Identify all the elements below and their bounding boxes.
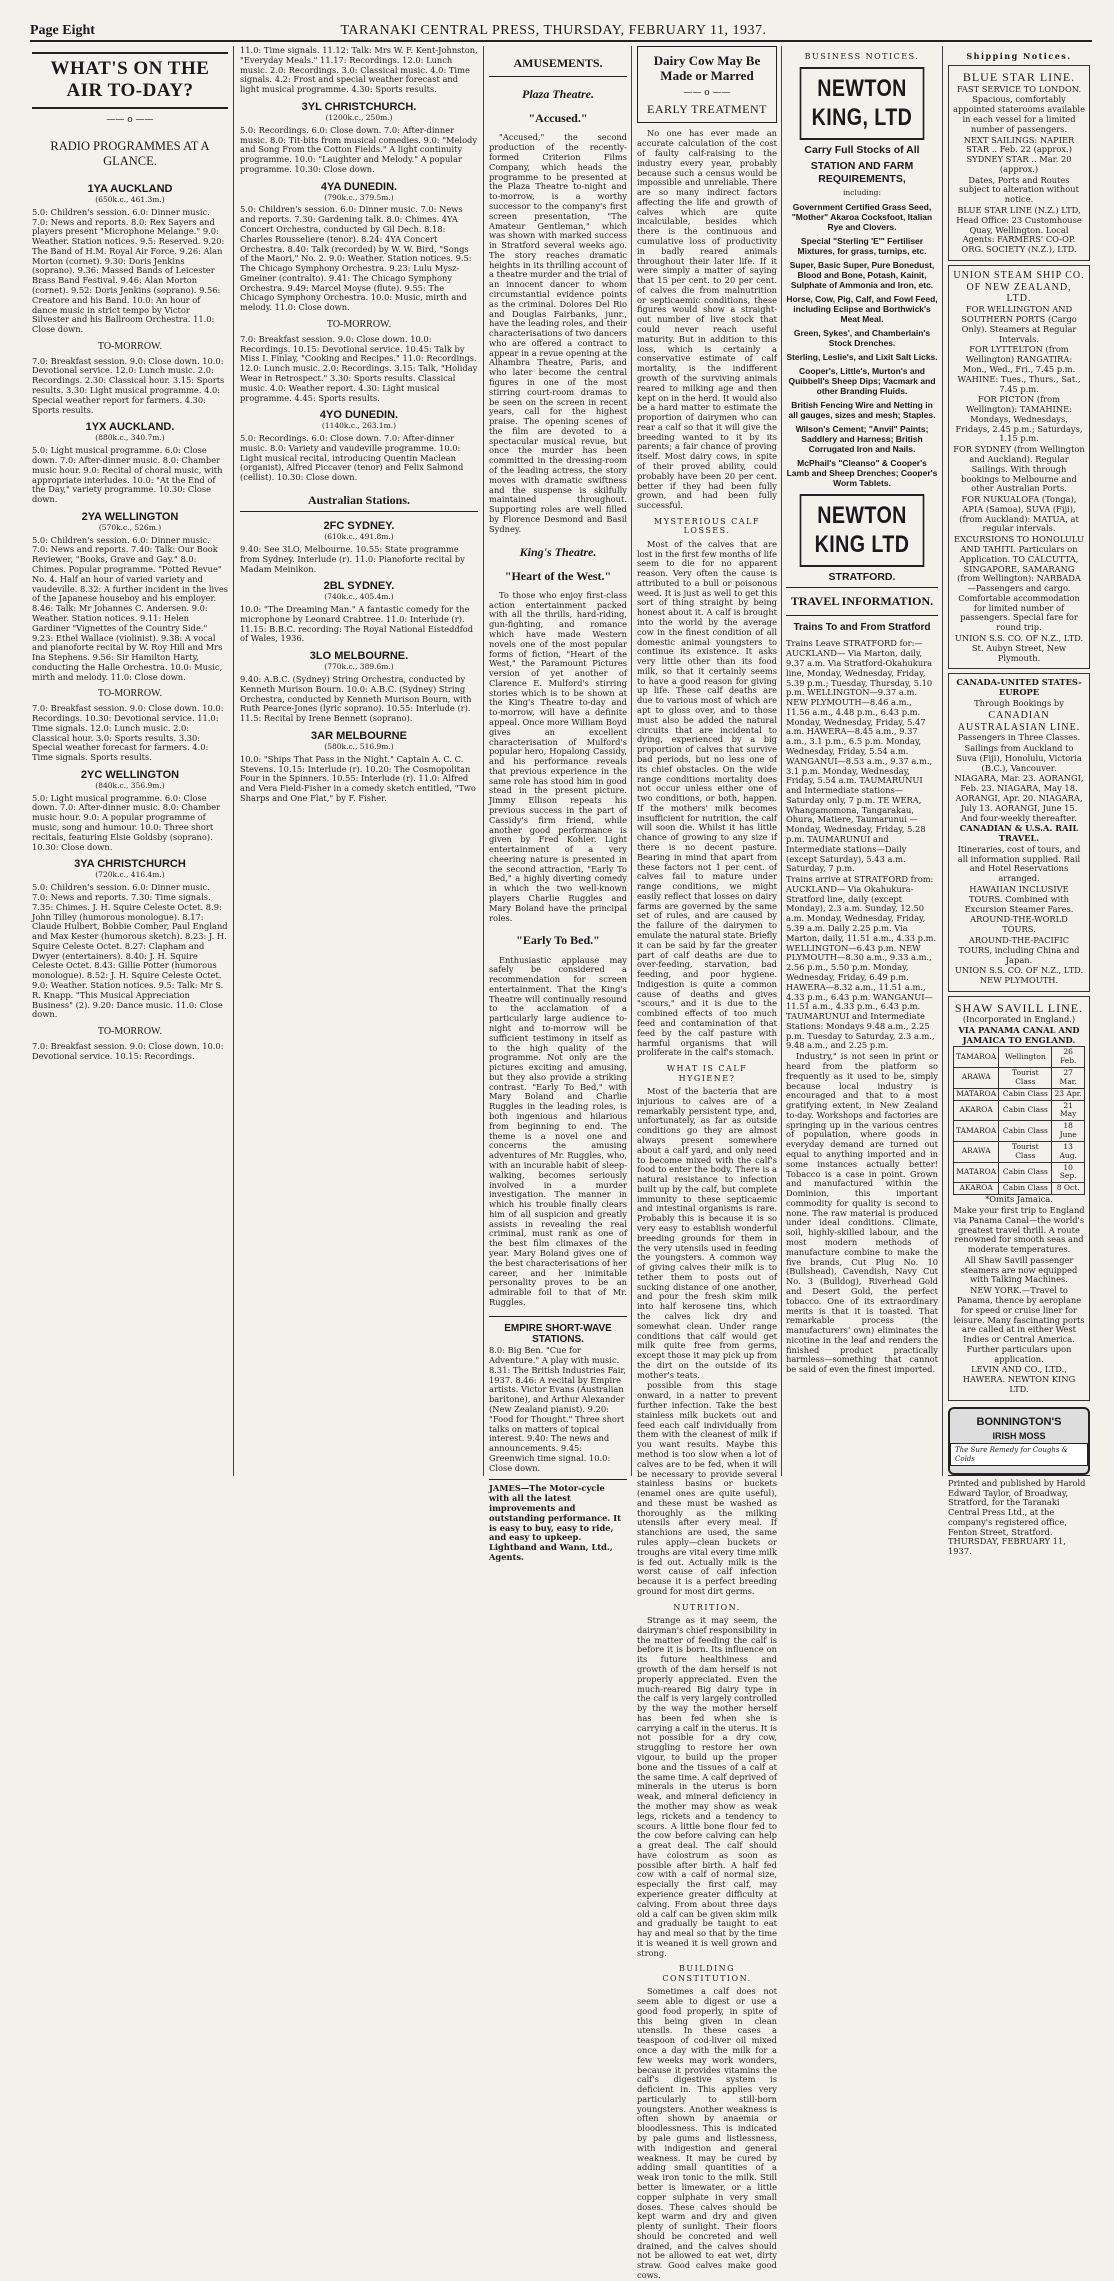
table-cell: 8 Oct. bbox=[1052, 1183, 1085, 1195]
dairy-headline-box: Dairy Cow May Be Made or Marred —— o —— EARLY TREATMENT bbox=[637, 46, 777, 123]
station-1yx: 1YX AUCKLAND. bbox=[85, 421, 175, 434]
trains-leave: Trains Leave STRATFORD for:— AUCKLAND— Via Marton, daily, 9.37 a.m. Via Stratford-Okahukura line, Monday, Wednesday, Friday, 5.39 p.m.; Tuesday, Thursday, 5.10 p.m. WELLINGTON—9.37 a.m. NEW PLYMOUTH—8.46 a.m., 11.56 a.m., 4.48 p.m., 6.43 p.m. Monday, Wednesday, Friday, 5.47 a.m. HAWERA—8.45 a.m., 9.37 a.m., 3.1 p.m., 6.5 p.m. Monday, Wednesday, Friday, 5.54 a.m. WANGANUI—8.53 a.m., 9.37 a.m., 3.1 p.m. Monday, Wednesday, Friday, 5.54 a.m. TAUMARUNUI and Intermediate stations—Saturday only, 7 p.m. TE WERA, Whangamomona, Tangarakau, Ohura, Matiere, Taumarunui —Monday, Wednesday, Friday, 5.28 p.m. TAUMARUNUI and Intermediate stations—Daily (except Saturday), 5.43 a.m. Saturday, 7 p.m. bbox=[786, 638, 933, 874]
dairy-cont-3: Sometimes a calf does not seem able to digest or use a good food properly, in spite of this being given in clean utensils. In these cases a teaspoon of cod-liver oil mixed once a day with the milk for a few weeks may work wonders, because it provides vitamins the calf's digestive system is deficient in. This applies very particularly to still-born youngsters. Another weakness is often shown by anaemia or bloodlessness. This is indicated by pale gums and listlessness, with indigestion and general weakness. It may be cured by adding small quantities of a weak iron tonic to the milk. Still better is limewater, or a little copper sulphate in very small doses. These calves should be kept warm and dry and given plenty of sunlight. Their floors should be concreted and well drained, and the calves should not be allowed to eat wet, dirty straw. Good calves make good cows. bbox=[637, 1986, 777, 2280]
table-cell: Cabin Class bbox=[999, 1100, 1052, 1121]
station-1ya: 1YA AUCKLAND bbox=[87, 182, 173, 195]
product-item: Wilson's Cement; "Anvil" Paints; Saddlery and Harness; British Corrugated Iron and Nails. bbox=[795, 424, 929, 455]
table-row bbox=[954, 1183, 1085, 1195]
stratford-line: STRATFORD. bbox=[828, 571, 896, 584]
product-item: Green, Sykes', and Chamberlain's Stock Drenches. bbox=[793, 328, 931, 349]
amusements-column: AMUSEMENTS. Plaza Theatre. "Accused." "Accused," the second production of the recently-formed Criterion Films Company, which heads the programme to be presented at the Plaza Theatre to-night and to-morrow, is a worthy successor to the company's first screen presentation, "The Amateur Gentleman," which was shown with marked success in Stratford several weeks ago. The story reaches dramatic heights in its thrilling account of a theatre murder and the trial of an innocent dancer to whom circumstantial evidence points as the criminal. Dolores Del Rio and Douglas Fairbanks, junr., have the leading roles, and their characterisations of two dancers who are offered a contract to appear in a revue opening at the Alhambra Theatre, Paris, and who later become the central figures in one of the most stirring court-room dramas to be seen on the screen in recent years, call for the highest praise. The opening scenes of the film are devoted to a spectacular musical revue, but once the murder has been committed in the dressing-room of the leading actress, the story moves with dramatic swiftness and the suspense is skilfully maintained throughout. Supporting roles are well filled by Florence Desmond and Basil Sydney. King's Theatre. "Heart of the West." To those who enjoy first-class action entertainment packed with all the thrills, hard-riding, gun-fighting, and romance which have made Western novels one of the most popular forms of fiction, "Heart of the West," the Paramount Pictures version of yet another of Clarence E. Mulford's stirring stories which is to be shown at the King's Theatre to-day and to-morrow, will have a definite appeal. Once more William Boyd gives an excellent characterisation of Mulford's popular hero, Hopalong Cassidy, and his performance reveals that previous experience in the same role has stood him in good stead in the present picture. Jimmy Ellison repeats his previous success in the part of Cassidy's firm friend, while another good performance is given by Fred Kohler. Light entertainment of a very cheering nature is presented in the second attraction, "Early To Bed," a highly diverting comedy in which the two well-known players Charlie Ruggles and Mary Boland have the principal roles. "Early To Bed." Enthusiastic applause may safely be considered a recommendation for screen entertainment. That the King's Theatre will continually resound to the acclamation of a particularly large audience to-night and to-morrow will be sufficient testimony in itself as to the high quality of the programme. Not only are the pictures exciting and amusing, but they also provide a striking contrast. "Early To Bed," with Mary Boland and Charlie Ruggles in the leading roles, is both ingenious and hilarious from beginning to end. The theme is a novel one and concerns the amusing adventures of Mr. Ruggles, who, with an incurable habit of sleep-walking, becomes seriously involved in a murder investigation. The manner in which his trouble finally clears him of all suspicion and greatly assists in revealing the real criminal, must rank as one of the best film climaxes of the year. Mary Boland gives one of the best characterisations of her career, and her inimitable personality proves to be an admirable foil to that of Mr. Ruggles. EMPIRE SHORT-WAVE STATIONS. 8.0: Big Ben. "Cue for Adventure." A play with music. 8.31: The British Industries Fair, 1937. 8.46: A recital by Empire artists. Victor Evans (Australian baritone), and Arthur Alexander (New Zealand pianist). 9.20: "Food for Thought." Three short talks on matters of topical interest. 9.40: The news and announcements. 9.45: Greenwich time signal. 10.0: Close down. JAMES—The Motor-cycle with all the latest improvements and outstanding performance. It is easy to buy, easy to ride, and easy to upkeep. Lightband and Wann, Ltd., Agents. bbox=[489, 46, 627, 1476]
product-item: Special "Sterling 'E'" Fertiliser Mixtures, for grass, turnips, etc. bbox=[797, 236, 927, 257]
shipping-column bbox=[948, 46, 1090, 1557]
table-cell: ARAWA bbox=[954, 1068, 999, 1089]
dairy-cont-2: Strange as it may seem, the dairyman's chief responsibility in the matter of feeding the calf is before it is born. Its influence on its future healthiness and growth of the dam herself is not properly appreciated. Even the much-reared Big dairy type in the calf is very largely controlled by the way the mother herself has been fed when she is carrying a calf in the uterus. It is not possible for a dry cow, struggling to restore her own vigour, to build up the proper bone and the tissues of a calf at the same time. A calf deprived of minerals in the uterus is born weak, and mineral deficiency in the mother may show as weak legs, rickets and a tendency to scours. A little bone flour fed to the cow before calving can help a great deal. The calf should have colostrum as soon as possible after birth. A half fed cow with a calf of normal size, especially the first calf, may experience greater difficulty at calving. From about three days old a calf can be given skim milk and gradually be taught to eat hay and meal so that by the time it is weaned it is well grown and strong. bbox=[637, 1615, 777, 1958]
station-farm-line: STATION AND FARM REQUIREMENTS, bbox=[810, 160, 914, 185]
building-heading: BUILDING CONSTITUTION. bbox=[662, 1964, 752, 1983]
station-3ya: 3YA CHRISTCHURCH bbox=[74, 858, 186, 871]
station-2ya: 2YA WELLINGTON bbox=[81, 510, 179, 523]
canadian-australasian-line: CANADA-UNITED STATES-EUROPE Through Bookings by CANADIAN AUSTRALASIAN LINE. Passengers in Three Classes. Sailings from Auckland to Suva (Fiji), Honolulu, Victoria (B.C.), Vancouver. NIAGARA, Mar. 23. AORANGI, Feb. 23. NIAGARA, May 18. AORANGI, Apr. 20. NIAGARA, July 13. AORANGI, June 15. And four-weekly thereafter. CANADIAN & U.S.A. RAIL TRAVEL. Itineraries, cost of tours, and all information supplied. Rail and Hotel Reservations arranged. HAWAIIAN INCLUSIVE TOURS. Combined with Excursion Steamer Fares. AROUND-THE-WORLD TOURS. AROUND-THE-PACIFIC TOURS, including China and Japan. UNION S.S. CO. OF N.Z., LTD. NEW PLYMOUTH. bbox=[948, 673, 1090, 991]
table-row bbox=[954, 1100, 1085, 1121]
table-cell: Cabin Class bbox=[999, 1162, 1052, 1183]
australian-stations-heading: Australian Stations. bbox=[240, 493, 478, 512]
station-4yo: 4YO DUNEDIN. bbox=[319, 409, 399, 422]
business-notices-label: BUSINESS NOTICES. bbox=[804, 52, 920, 61]
station-3yl: 3YL CHRISTCHURCH. bbox=[301, 100, 417, 113]
table-cell: MATAROA bbox=[954, 1088, 999, 1100]
table-cell: Cabin Class bbox=[999, 1088, 1052, 1100]
table-cell: Cabin Class bbox=[999, 1183, 1052, 1195]
newton-king-block bbox=[786, 52, 938, 1375]
radio-subhead: RADIO PROGRAMMES AT A GLANCE. bbox=[50, 139, 210, 169]
table-cell: 26 Feb. bbox=[1052, 1047, 1085, 1068]
table-row bbox=[954, 1047, 1085, 1068]
station-2fc: 2FC SYDNEY. bbox=[323, 520, 395, 533]
ad-brand: BONNINGTON'S bbox=[976, 1415, 1062, 1428]
masthead bbox=[30, 22, 1092, 42]
amusements-heading: AMUSEMENTS. bbox=[489, 50, 627, 77]
bonningtons-advert bbox=[948, 1407, 1090, 1475]
table-row bbox=[954, 1088, 1085, 1100]
station-4ya: 4YA DUNEDIN. bbox=[320, 180, 398, 193]
dairy-article-column: Dairy Cow May Be Made or Marred —— o —— EARLY TREATMENT No one has ever made an accurate calculation of the cost of faulty calf-raising to the industry every year, probably because such a census would be impossible and unreliable. There are so many indirect factors affecting the life and growth of calves which are quite incalculable, besides which there is the continuous and cumulative loss of productivity in badly reared animals throughout their later life. If it were simply a matter of saying that 15 per cent. to 20 per cent. of calves die from malnutrition or septicaemic conditions, these figures would show a straight-out number of live stock that could never reach useful maturity. But in addition to this loss, which is certainly a conservative estimate of calf mortality, is the indifferent growth of the surviving animals reared to milking age and then kept on in the herd. It would also be a hard matter to estimate the proportion of dairymen who can rear a calf so that it will give the breeding wanted to it by its parents; a fair chance of proving itself. Most dairy cows, in spite of their proved ability, could probably have been 20 per cent. better if they had been fully grown, and had been fully successful. MYSTERIOUS CALF LOSSES. Most of the calves that are lost in the first few months of life seem to die for no apparent reason. Very often the cause is attributed to a bull or poisonous weed. It is just as well to get this sort of thing straight by being honest about it. A calf is brought into the world by the average cow in the finest condition of all domestic animal youngsters to continue its existence. It asks very little other than its food milk, so that it certainly seems to have a good reason for giving up life. These calf deaths are due to various most of which are apt to gloss over, and to those must also be added the natural circuits that are incidental to dying, experienced by a big proportion of calves that survive bad periods, but no less one of its chief obstacles. On the wide range conditions mortality does not occur unless either one of two conditions, or both, happen. If the mothers' milk becomes insufficient for nutrition, the calf will soon die. Whilst it has little chance of growing to any size if there is no decent pasture. Bearing in mind that apart from these factors not 1 per cent. of calves fail to mature under range conditions, we might easily reflect that losses on dairy farms are governed by the same set of rules, and are caused by the failure of the dairymen to emulate the natural state. Briefly it can be said by far the greater part of calf deaths are due to over-feeding, starvation, bad feeding, and poor hygiene. Indigestion is quite a common cause of deaths and gives "scours," and it is due to the combined effects of too much feed and contamination of that feed by the calf pasture with harmful organisms that will proliferate in the calf's stomach. WHAT IS CALF HYGIENE? Most of the bacteria that are injurious to calves are of a remarkably persistent type, and, unfortunately, as far as outside conditions go they are almost always present somewhere about a calf yard, and only need to become mixed with the calf's food to enter the body. There is a natural resistance to infection built up by the calf, but complete immunity to these septicaemic and intestinal organisms is rare. Probably this is because it is so very easy to establish wonderful breeding grounds for them in the very utensils used in feeding the youngsters. A common way of giving calves their milk is to tether them to posts out of sucking distance of one another, and pour the fresh skim milk into half kerosene tins, which the calves lick dry and somewhat clean. Under range conditions that calf would get milk quite free from germs, except those it may pick up from the dirt on the outside of its mother's teats. possible from this stage onward, in a natter to prevent further infection. Take the best stainless milk buckets out and feed each calf individually from them with the cleanest of milk if you want results. Maybe this method is too slow when a lot of calves are to be fed, when it will be necessary to provide several stainless basins or buckets (enamel ones are quite useful), and these must be washed as thoroughly as the milking utensils after every meal. If stanchions are used, the same rules apply—clean buckets or troughs are vital every time milk is fed out. Actually milk is the worst cause of calf infection because it is a perfect breeding ground for most dirt germs. NUTRITION. Strange as it may seem, the dairyman's chief responsibility in the matter of feeding the calf is before it is born. Its influence on its future healthiness and growth of the dam herself is not properly appreciated. Even the much-reared Big dairy type in the calf is very largely controlled by the way the mother herself has been fed when she is carrying a calf in the uterus. It is not possible for a dry cow, struggling to restore her own vigour, to build up the proper bone and the tissues of a calf at the same time. A calf deprived of minerals in the uterus is born weak, and mineral deficiency in the mother may show as weak legs, rickets and a tendency to scours. A little bone flour fed to the cow before calving can help a great deal. The calf should have colostrum as soon as possible after birth. A half fed cow with a calf of normal size, especially the first calf, may experience greater difficulty at calving. From about three days old a calf can be given skim milk and gradually be taught to eat hay and meal so that by the time it is weaned it is well grown and strong. BUILDING CONSTITUTION. Sometimes a calf does not seem able to digest or use a good food properly, in spite of this being given in clean utensils. In these cases a teaspoon of cod-liver oil mixed once a day with the milk for a few weeks may work wonders, because it provides vitamins the calf's digestive system is deficient in. This applies very particularly to still-born youngsters. Another weakness is often shown by anaemia or bloodlessness. This is indicated by pale gums and listlessness, with indigestion and general weakness. It may be cured by adding small quantities of a weak iron tonic to the milk. Still better is limewater, or a little copper sulphate in very small doses. These calves should be kept warm and dry and given plenty of sunlight. Their floors should be concreted and well drained, and the calves should not be allowed to eat wet, dirty straw. Good calves make good cows. bbox=[637, 46, 777, 1476]
product-item: British Fencing Wire and Netting in all gauges, sizes and mesh; Staples. bbox=[788, 400, 936, 421]
trains-heading: Trains To and From Stratford bbox=[793, 621, 931, 633]
table-cell: 10 Sep. bbox=[1052, 1162, 1085, 1183]
table-cell: Cabin Class bbox=[999, 1121, 1052, 1142]
trains-arrive: Trains arrive at STRATFORD from: AUCKLAND— Via Okahukura-Stratford line, daily (except Monday), 2.3 a.m. Sunday, 12.50 a.m. Monday, Wednesday, Friday, 5.39 a.m. Daily 2.25 p.m. Via Marton, daily, 11.51 a.m., 4.33 p.m. WELLINGTON—6.43 p.m. NEW PLYMOUTH—8.30 a.m., 9.33 a.m., 2.56 p.m., 5.50 p.m. Monday, Wednesday, Friday, 6.49 p.m. HAWERA—8.32 a.m., 11.51 a.m., 4.33 p.m., 6.43 p.m. WANGANUI—11.51 a.m., 4.33 p.m., 6.43 p.m. TAUMARUNUI and Intermediate Stations: Mondays 9.48 a.m., 2.25 p.m. Tuesday to Saturday, 2.3 a.m., 9.48 a.m., and 2.25 p.m. bbox=[786, 874, 937, 1051]
newton-king-name-2: NEWTON KING LTD bbox=[800, 494, 925, 567]
shaw-savill-line: SHAW SAVILL LINE. (Incorporated in England.) VIA PANAMA CANAL AND JAMAICA TO ENGLAND. TAMAROA Wellington 26 Feb. ARAWA Tourist Class 27 Mar. MATAROA Cabin Class 23 Apr. AKAROA Cabin Class 21 May TAMAROA Cabin Class 18 June ARAWA Tourist Class 13 Aug. MATAROA Cabin Class 10 Sep. AKAROA Cabin Class 8 Oct. *Omits Jamaica. Make your first trip to England via Panama Canal—the world's greatest travel thrill. A route renowned for smooth seas and moderate temperatures. All Shaw Savill passenger steamers are now equipped with Talking Machines. NEW YORK.—Travel to Panama, thence by aeroplane for speed or cruise liner for leisure. Many fascinating ports are called at in either West Indies or Central America. Further particulars upon application. LEVIN AND CO., LTD., HAWERA. NEWTON KING LTD. bbox=[948, 996, 1090, 1401]
imprint: Printed and published by Harold Edward Taylor, of Broadway, Stratford, for the Taranaki Central Press Ltd., at the company's registered office, Fenton Street, Stratford. THURSDAY, FEBRUARY 11, 1937. bbox=[948, 1475, 1090, 1557]
business-column bbox=[786, 46, 938, 1476]
page-number: Page Eight bbox=[30, 23, 95, 39]
station-2bl: 2BL SYDNEY. bbox=[323, 580, 395, 593]
ad-product: IRISH MOSS bbox=[992, 1430, 1046, 1441]
product-item: McPhail's "Cleanso" & Cooper's Lamb and Sheep Drenches; Cooper's Worm Tablets. bbox=[786, 458, 938, 489]
masthead-title: TARANAKI CENTRAL PRESS, THURSDAY, FEBRUARY 11, 1937. bbox=[340, 23, 767, 39]
station-3ar: 3AR MELBOURNE bbox=[311, 729, 407, 742]
station-3lo: 3LO MELBOURNE. bbox=[309, 650, 409, 663]
ad-tagline: The Sure Remedy for Coughs & Colds bbox=[950, 1443, 1088, 1466]
product-item: Cooper's, Little's, Murton's and Quibbell's Sheep Dips; Vacmark and other Branding Fluids. bbox=[788, 366, 936, 397]
table-cell: TAMAROA bbox=[954, 1047, 999, 1068]
dairy-cont-1: possible from this stage onward, in a natter to prevent further infection. Take the best stainless milk buckets out and feed each calf individually from them with the cleanest of milk if you want results. Maybe this method is too slow when a lot of calves are to be fed, when it will be necessary to provide several stainless basins or buckets (enamel ones are quite useful), and these must be washed as thoroughly as the milking utensils after every meal. If stanchions are used, the same rules apply—clean buckets or troughs are vital every time milk is fed out. Actually milk is the worst cause of calf infection because it is a perfect breeding ground for most dirt germs. bbox=[637, 1380, 777, 1596]
product-item: Sterling, Leslie's, and Lixit Salt Licks. bbox=[786, 352, 938, 363]
table-cell: AKAROA bbox=[954, 1183, 999, 1195]
radio-column-2: 11.0: Time signals. 11.12: Talk: Mrs W. F. Kent-Johnston, "Everyday Meals." 11.17: Recordings. 12.0: Lunch music. 2.0: Recordings. 3.0: Classical music. 4.0: Time signals. 4.2: Frost and special weather forecast and light musical programme. 4.30: Sports results. 3YL CHRISTCHURCH. (1200k.c., 250m.) 5.0: Recordings. 6.0: Close down. 7.0: After-dinner music. 8.0: Tit-bits from musical comedies. 9.0: "Melody and Song From the Cotton Fields." A light continuity programme. 10.0: "Laughter and Melody." A popular programme. 10.30: Close down. 4YA DUNEDIN. (790k.c., 379.5m.) 5.0: Children's session. 6.0: Dinner music. 7.0: News and reports. 7.30: Gardening talk. 8.0: Chimes. 4YA Concert Orchestra, conducted by Gil Dech. 8.18: Charles Rousseliere (tenor). 8.24: 4YA Concert Orchestra. 8.40: Talk (recorded) by W. W. Bird, "Songs of the Maori," No. 2. 9.0: Weather. Station notices. 9.5: The Chicago Symphony Orchestra. 9.23: Lulu Mysz-Gmeiner (contralto). 9.41: The Chicago Symphony Orchestra. 9.49: Marcel Moyse (flute). 9.55: The Chicago Symphony Orchestra. 10.0: Music, mirth and melody. 11.0: Close down. TO-MORROW. 7.0: Breakfast session. 9.0: Close down. 10.0: Recordings. 10.15: Devotional service. 10.45: Talk by Miss I. Finlay, "Cooking and Recipes." 11.0: Recordings. 12.0: Lunch music. 2.0: Recordings. 3.15: Talk, "Holiday Wear in Retrospect." 3.30: Sports results. Classical music. 4.0: Weather report. 4.30: Light musical programme. 4.45: Sports results. 4YO DUNEDIN. (1140k.c., 263.1m.) 5.0: Recordings. 6.0: Close down. 7.0: After-dinner music. 8.0: Variety and vaudeville programme. 10.0: Light musical recital, introducing Quentin Maclean (organist), Alfred Piccaver (tenor) and Felix Salmond (cellist). 10.30: Close down. Australian Stations. 2FC SYDNEY. (610k.c., 491.8m.) 9.40: See 3LO, Melbourne. 10.55: State programme from Sydney. Interlude (r). 11.0: Pianoforte recital by Madam Meinikon. 2BL SYDNEY. (740k.c., 405.4m.) 10.0: "The Dreaming Man." A fantastic comedy for the microphone by Leonard Crabtree. 11.0: Interlude (r). 11.15: B.B.C. recording: The Royal National Eisteddfod of Wales, 1936. 3LO MELBOURNE. (770k.c., 389.6m.) 9.40: A.B.C. (Sydney) String Orchestra, conducted by Kenneth Murison Bourn. 10.0: A.B.C. (Sydney) String Orchestra, conducted by Kenneth Murison Bourn, with Ruth Pearce-Jones (lyric soprano). 10.55: Interlude (r). 11.5: Recital by Irene Bennett (soprano). 3AR MELBOURNE (580k.c., 516.9m.) 10.0: "Ships That Pass in the Night." Captain A. C. C. Stevens. 10.15: Interlude (r). 10.20: The Cosmopolitan Four in the Spinners. 10.55: Interlude (r). 11.0: Alfred and Vera Field-Fisher in a comedy sketch entitled, "Two Sharps and One Flat," by F. Fisher. bbox=[240, 45, 478, 803]
station-2yc: 2YC WELLINGTON bbox=[80, 768, 180, 781]
table-cell: 18 June bbox=[1052, 1121, 1085, 1142]
table-cell: 23 Apr. bbox=[1052, 1088, 1085, 1100]
table-cell: TAMAROA bbox=[954, 1121, 999, 1142]
table-row bbox=[954, 1121, 1085, 1142]
newton-king-name: NEWTON KING, LTD bbox=[800, 67, 925, 140]
james-advert: JAMES—The Motor-cycle with all the latest improvements and outstanding performance. It is easy to buy, easy to ride, and easy to upkeep. Lightband and Wann, Ltd., Agents. bbox=[489, 1479, 627, 1562]
table-row bbox=[954, 1068, 1085, 1089]
product-item: Horse, Cow, Pig, Calf, and Fowl Feed, including Eclipse and Borthwick's Meat Meal. bbox=[786, 294, 938, 325]
radio-headline: WHAT'S ON THE AIR TO-DAY? bbox=[32, 52, 228, 109]
table-cell: Wellington bbox=[999, 1047, 1052, 1068]
table-cell: 13 Aug. bbox=[1052, 1141, 1085, 1162]
table-cell: Tourist Class bbox=[999, 1068, 1052, 1089]
table-row bbox=[954, 1162, 1085, 1183]
table-row bbox=[954, 1141, 1085, 1162]
tobacco-text: Industry," is not seen in print or heard from the platform so frequently as it used to be, simply because local industry is encouraged and that to a most gratifying extent, in New Zealand to-day. Workshops and factories are springing up in the various centres of population, where goods in everyday demand are turned out equal to anything imported and in some instances actually better! Tobacco is a case in point. Grown and manufactured within the Dominion, this important commodity for quality is second to none. The raw material is produced under ideal conditions. Climate, soil, highly-skilled labour, and the most modern methods of manufacture combine to make the five brands, Cut Plug No. 10 (Bullshead), Cavendish, Navy Cut No. 3 (Bulldog), Riverhead Gold and Desert Gold, the perfect tobacco. One of its extraordinary merits is that it is toasted. That remarkable process (the manufacturers' own) eliminates the nicotine in the leaf and renders the finished product practically harmless—something that cannot be said of even the finest imported. bbox=[786, 1051, 938, 1375]
sailings-table bbox=[953, 1046, 1085, 1195]
table-cell: 21 May bbox=[1052, 1100, 1085, 1121]
product-item: Super, Basic Super, Pure Bonedust, Blood and Bone, Potash, Kainit, Sulphate of Ammonia and Iron, etc. bbox=[789, 260, 935, 291]
product-item: Government Certified Grass Seed, "Mother" Akaroa Cocksfoot, Italian Rye and Clovers. bbox=[791, 202, 933, 233]
table-cell: ARAWA bbox=[954, 1141, 999, 1162]
table-cell: AKAROA bbox=[954, 1100, 999, 1121]
radio-column-1: WHAT'S ON THE AIR TO-DAY? —— o —— RADIO PROGRAMMES AT A GLANCE. 1YA AUCKLAND (650k.c., 461.3m.) 5.0: Children's session. 6.0: Dinner music. 7.0: News and reports. 8.0: Rex Sayers and players present "Microphone Melange." 9.0: Weather. Station notices. 9.5: Reserved. 9.20: The Band of H.M. Royal Air Force. 9.26: Alan Morton (cornet). 9.30: Doris Jenkins (soprano). 9.36: Massed Bands of Leicester Brass Band Festival. 9.46: Alan Morton (cornet). 9.52: Doris Jenkins (soprano). 9.56: Creatore and his Band. 10.0: An hour of dance music in strict tempo by Victor Silvester and his Ballroom Orchestra. 11.0: Close down. TO-MORROW. 7.0: Breakfast session. 9.0: Close down. 10.0: Devotional service. 12.0: Lunch music. 2.0: Recordings. 2.30: Classical hour. 3.15: Sports results. 3.30: Light musical programme. 4.0: Special weather report for farmers. 4.30: Sports results. 1YX AUCKLAND. (880k.c., 340.7m.) 5.0: Light musical programme. 6.0: Close down. 7.0: After-dinner music. 8.0: Chamber music hour. 9.0: Recital of choral music, with appropriate interludes. 10.0: "At the End of the Day," variety programme. 10.30: Close down. 2YA WELLINGTON (570k.c., 526m.) 5.0: Children's session. 6.0: Dinner music. 7.0: News and reports. 7.40: Talk: Our Book Reviewer, "Books, Grave and Gay." 8.0: Chimes. Popular programme. "Potted Revue" No. 4. Half an hour of varied variety and vaudeville. 8.32: A further incident in the lives of the Japanese houseboy and his employer. 8.46: Talk: Mr Johannes C. Andersen. 9.0: Weather. Station notices. 9.11: Helen Gardiner "Vignettes of the Country Side." 9.23: Ethel Wallace (violinist). 9.38: A vocal and pianoforte recital by W. Roy Hill and Mrs Ina Stephens. 9.56: Sir Hamilton Harty, conducting the Halle Orchestra. 10.0: Music, mirth and melody. 11.0: Close down. TO-MORROW. 7.0: Breakfast session. 9.0: Close down. 10.0: Recordings. 10.30: Devotional service. 11.0: Time signals. 12.0: Lunch music. 2.0: Classical hour. 3.0: Sports results. 3.30: Special weather forecast for farmers. 4.0: Time signals. Sports results. 2YC WELLINGTON (840k.c., 356.9m.) 5.0: Light musical programme. 6.0: Close down. 7.0: After-dinner music. 8.0: Chamber music hour. 9.0: A popular programme of music, song and humour. 10.0: Three short recitals, featuring Elsie Goldsby (soprano). 10.30: Close down. 3YA CHRISTCHURCH (720k.c., 416.4m.) 5.0: Children's session. 6.0: Dinner music. 7.0: News and reports. 7.30: Time signals. 7.35: Chimes. J. H. Squire Celeste Octet. 8.9: John Tilley (humorous monologue). 8.17: Claude Hulbert, Bobbie Comber, Paul England and Max Kester (humorous sketch). 8.23: J. H. Squire Celeste Octet. 8.27: Clapham and Dwyer (entertainers). 8.40: J. H. Squire Celeste Octet. 8.43: Gillie Potter (humorous monologue). 8.52: J. H. Squire Celeste Octet. 9.0: Weather. Station notices. 9.5: Talk: Mr S. R. Knapp. "This Musical Appreciation Business" (2). 9.20: Dance music. 11.0: Close down. TO-MORROW. 7.0: Breakfast session. 9.0: Close down. 10.0: Devotional service. 10.15: Recordings. bbox=[32, 46, 228, 1476]
table-cell: Tourist Class bbox=[999, 1141, 1052, 1162]
station-1ya-programme: 5.0: Children's session. 6.0: Dinner music. 7.0: News and reports. 8.0: Rex Sayers and players present "Microphone Melange." 9.0: Weather. Station notices. 9.5: Reserved. 9.20: The Band of H.M. Royal Air Force. 9.26: Alan Morton (cornet). 9.30: Doris Jenkins (soprano). 9.36: Massed Bands of Leicester Brass Band Festival. 9.46: Alan Morton (cornet). 9.52: Doris Jenkins (soprano). 9.56: Creatore and his Band. 10.0: An hour of dance music in strict tempo by Victor Silvester and his Ballroom Orchestra. 11.0: Close down. bbox=[32, 206, 225, 335]
including-line: including: bbox=[842, 188, 882, 198]
shipping-label: Shipping Notices. bbox=[966, 51, 1072, 61]
blue-star-line: BLUE STAR LINE. FAST SERVICE TO LONDON. Spacious, comfortably appointed staterooms available in each vessel for a limited number of passengers. NEXT SAILINGS: NAPIER STAR .. Feb. 22 (approx.) SYDNEY STAR .. Mar. 20 (approx.) Dates, Ports and Routes subject to alteration without notice. BLUE STAR LINE (N.Z.) LTD, Head Office: 23 Customhouse Quay, Wellington. Local Agents: FARMERS' CO-OP. ORG. SOCIETY (N.Z.), LTD. bbox=[948, 65, 1090, 260]
table-cell: MATAROA bbox=[954, 1162, 999, 1183]
carry-line: Carry Full Stocks of All bbox=[804, 144, 920, 157]
table-cell: 27 Mar. bbox=[1052, 1068, 1085, 1089]
nutrition-heading: NUTRITION. bbox=[673, 1602, 741, 1612]
empire-short-wave-heading: EMPIRE SHORT-WAVE STATIONS. bbox=[489, 1316, 627, 1347]
travel-heading: TRAVEL INFORMATION. bbox=[786, 587, 938, 615]
union-steam-ship: UNION STEAM SHIP CO. OF NEW ZEALAND, LTD. FOR WELLINGTON AND SOUTHERN PORTS (Cargo Only). Steamers at Regular Intervals. FOR LYTTELTON (from Wellington) RANGATIRA: Mon., Wed., Fri., 7.45 p.m. WAHINE: Tues., Thurs., Sat., 7.45 p.m. FOR PICTON (from Wellington): TAMAHINE: Mondays, Wednesdays, Fridays, 2.45 p.m.; Saturdays, 1.15 p.m. FOR SYDNEY (from Wellington and Auckland). Regular Sailings. With through bookings to Melbourne and other Australian Ports. FOR NUKUALOFA (Tonga), APIA (Samoa), SUVA (Fiji), (from Auckland): MATUA, at regular intervals. EXCURSIONS TO HONOLULU AND TAHITI. Particulars on Application. TO CALCUTTA, SINGAPORE, SAMARANG (from Wellington): NARBADA—Passengers and cargo. Comfortable accommodation for limited number of passengers. Special fare for round trip. UNION S.S. CO. OF N.Z., LTD. St. Aubyn Street, New Plymouth. bbox=[948, 265, 1090, 670]
